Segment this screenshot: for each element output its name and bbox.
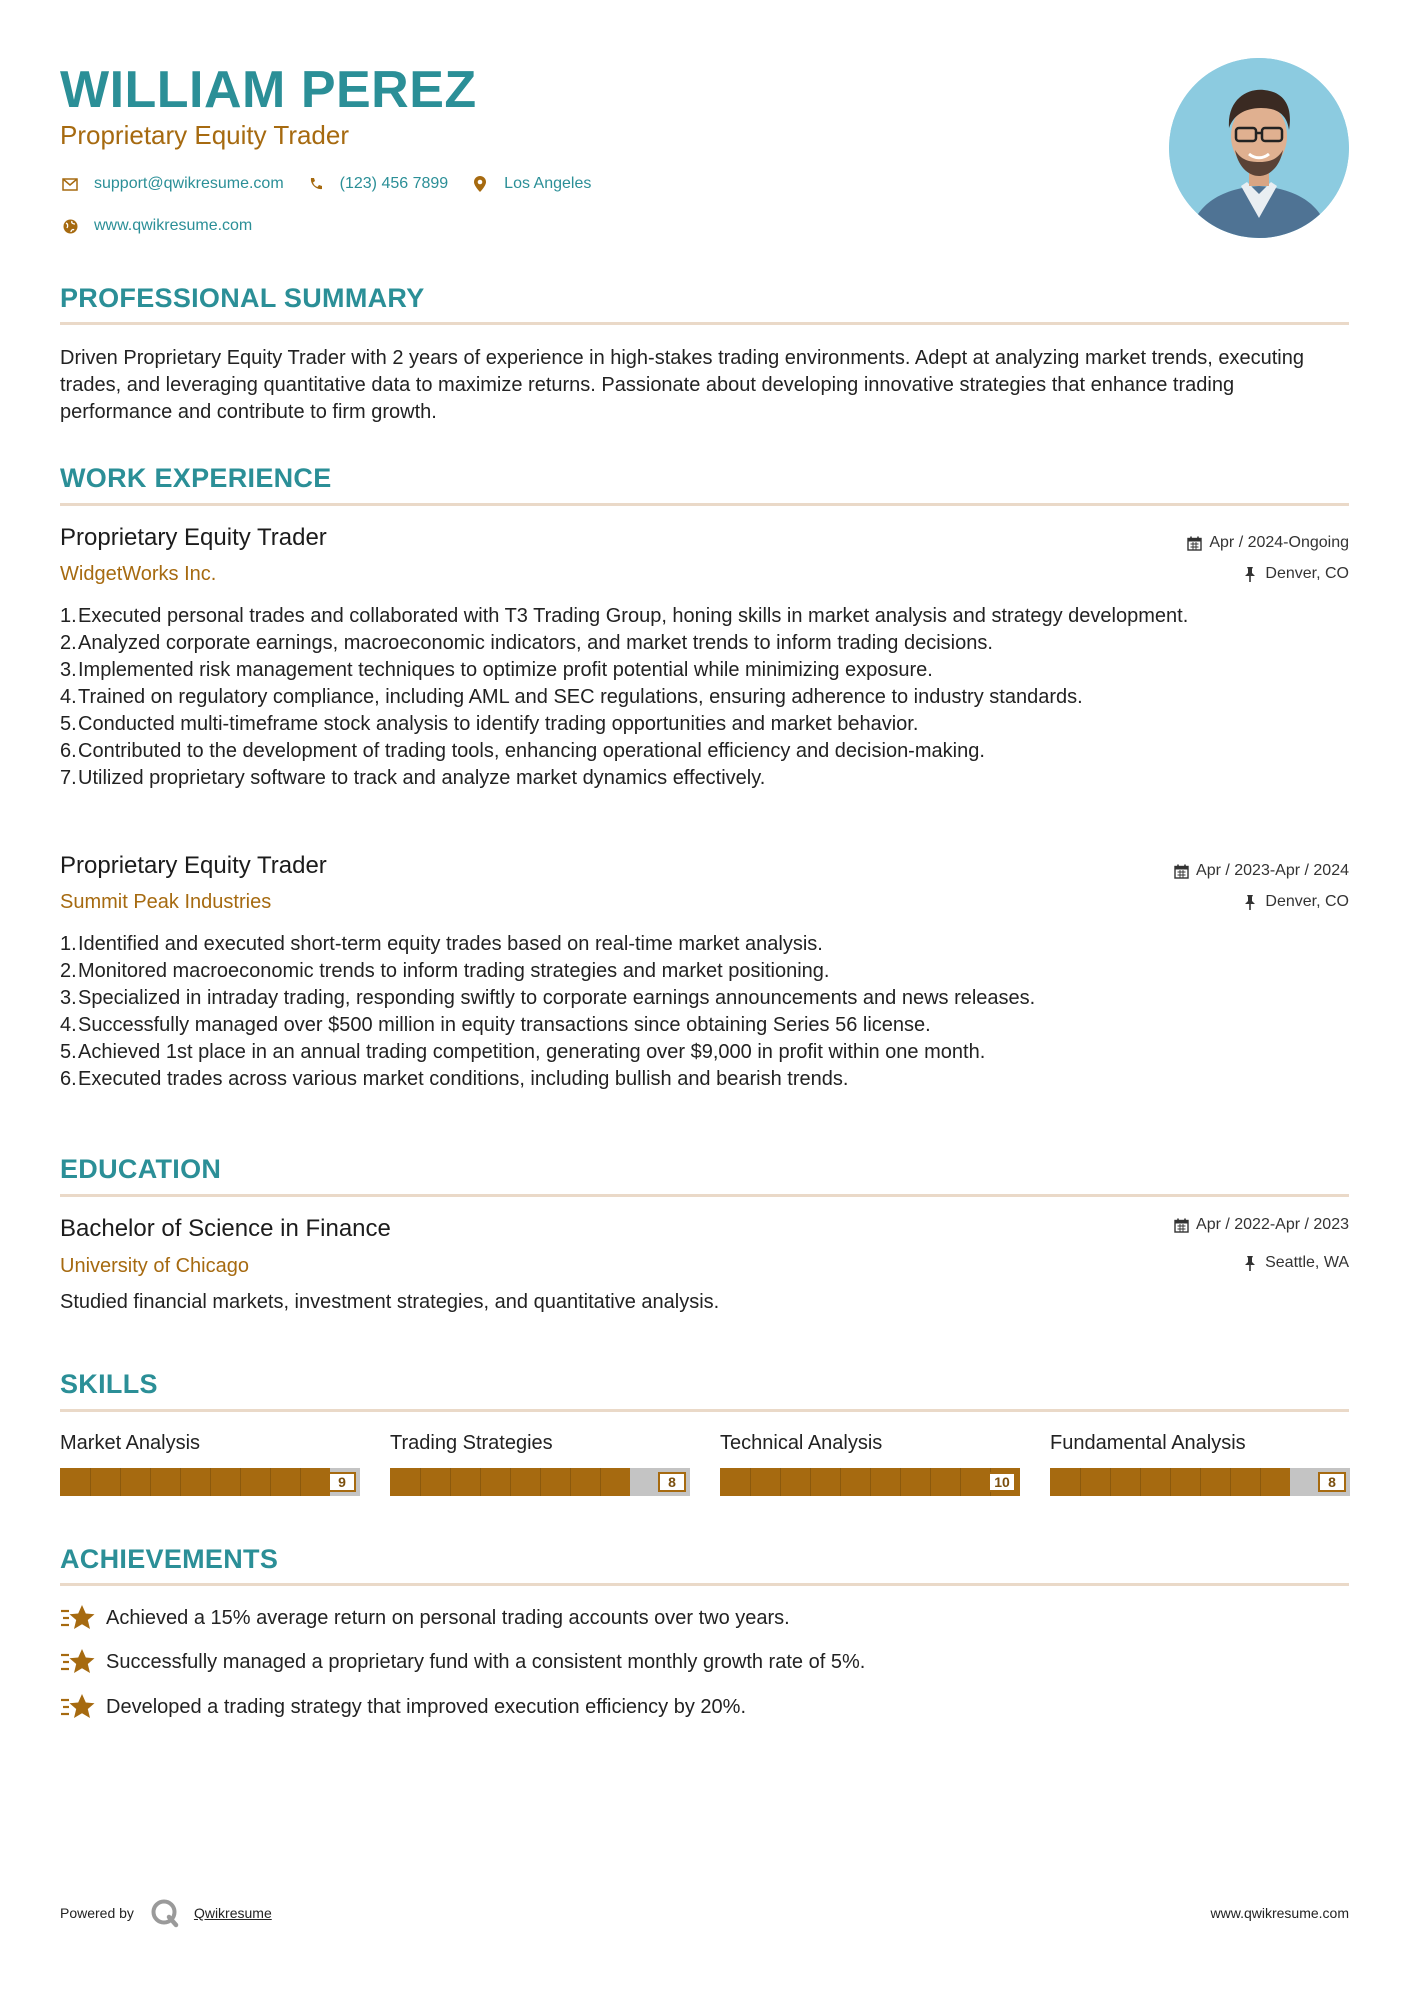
skill-meter-segment: [1080, 1468, 1081, 1496]
skill-meter-segment: [900, 1468, 901, 1496]
summary-text: Driven Proprietary Equity Trader with 2 years of experience in high-stakes trading environments. Adept at analyzing market trends, executing trades, and leveraging quantitative data to maximize returns. Passionate about developing innovative strategies that enhance trading performance and contribute to firm growth.: [60, 347, 1304, 423]
skill-meter: [60, 1468, 360, 1496]
job-2-bullets: [60, 931, 1349, 1093]
achievements-heading: ACHIEVEMENTS: [60, 1544, 279, 1574]
achievement-text: Successfully managed a proprietary fund with a consistent monthly growth rate of 5%.: [106, 1650, 866, 1673]
bullet-number: 5.: [60, 1041, 77, 1063]
job-2-location: [1241, 891, 1349, 913]
job-2-title: Proprietary Equity Trader: [60, 852, 327, 879]
skill-item: [1050, 1430, 1350, 1490]
skill-meter-segment: [300, 1468, 301, 1496]
achievement-item: [60, 1603, 790, 1633]
skill-meter-segment: [450, 1468, 451, 1496]
bullet-number: 6.: [60, 740, 77, 762]
star-icon: [60, 1692, 96, 1722]
bullet-number: 3.: [60, 987, 77, 1009]
skill-meter-segment: [270, 1468, 271, 1496]
star-icon: [60, 1647, 96, 1677]
website-text: www.qwikresume.com: [94, 217, 253, 234]
education-location: [1241, 1252, 1349, 1274]
bullet-number: 5.: [60, 713, 77, 735]
bullet-number: 2.: [60, 960, 77, 982]
bullet-text: Executed personal trades and collaborated with T3 Trading Group, honing skills in market analysis and strategy development.: [78, 605, 1189, 627]
profile-photo: [1169, 58, 1349, 238]
job-2-bullet: [60, 1012, 1349, 1039]
skill-meter-segment: [570, 1468, 571, 1496]
skill-meter-segment: [420, 1468, 421, 1496]
skill-meter-segment: [870, 1468, 871, 1496]
calendar-icon: [1172, 862, 1190, 880]
education-dates-text: Apr / 2022-Apr / 2023: [1196, 1216, 1349, 1233]
job-2-bullet: [60, 931, 1349, 958]
skill-level-badge: 10: [988, 1472, 1016, 1492]
skill-item: [720, 1430, 1020, 1490]
education-divider: [60, 1194, 1349, 1197]
phone-text: (123) 456 7899: [339, 175, 449, 192]
skill-level-badge: 8: [1318, 1472, 1346, 1492]
skill-item: [390, 1430, 690, 1490]
email-text: support@qwikresume.com: [94, 175, 284, 192]
achievement-item: [60, 1647, 865, 1677]
bullet-text: Conducted multi-timeframe stock analysis to identify trading opportunities and market behavior.: [78, 713, 919, 735]
candidate-title: Proprietary Equity Trader: [60, 120, 350, 150]
job-2-bullet: [60, 958, 1349, 985]
skill-meter-segment: [1140, 1468, 1141, 1496]
job-2-company: Summit Peak Industries: [60, 891, 272, 913]
skill-meter: [390, 1468, 690, 1496]
qwikresume-logo-icon: [150, 1898, 180, 1928]
skill-meter-segment: [240, 1468, 241, 1496]
education-location-text: Seattle, WA: [1265, 1254, 1349, 1271]
phone-icon: [306, 174, 326, 194]
education-heading: EDUCATION: [60, 1154, 222, 1184]
degree-title: Bachelor of Science in Finance: [60, 1215, 391, 1242]
bullet-number: 4.: [60, 1014, 77, 1036]
school-name: University of Chicago: [60, 1255, 249, 1277]
experience-divider: [60, 503, 1349, 506]
calendar-icon: [1185, 534, 1203, 552]
job-1-bullet: [60, 711, 1349, 738]
bullet-number: 3.: [60, 659, 77, 681]
resume-page: [60, 0, 1349, 1990]
bullet-number: 1.: [60, 605, 77, 627]
education-dates: [1172, 1214, 1349, 1236]
contact-row-1: [60, 172, 613, 196]
skill-meter-segment: [1110, 1468, 1111, 1496]
bullet-number: 6.: [60, 1068, 77, 1090]
job-1-bullet: [60, 765, 1349, 792]
footer-website[interactable]: www.qwikresume.com: [1210, 1905, 1349, 1921]
skill-level-badge: 9: [328, 1472, 356, 1492]
bullet-text: Successfully managed over $500 million in equity transactions since obtaining Series 56 license.: [78, 1014, 931, 1036]
job-2-bullet: [60, 1066, 1349, 1093]
skill-name: Technical Analysis: [720, 1432, 883, 1454]
skill-meter-segment: [810, 1468, 811, 1496]
skill-item: [60, 1430, 360, 1490]
contact-row-2: [60, 214, 274, 238]
achievements-divider: [60, 1583, 1349, 1586]
contact-location: [470, 174, 591, 194]
contact-phone[interactable]: [306, 174, 449, 194]
skill-meter-segment: [180, 1468, 181, 1496]
job-1-bullet: [60, 603, 1349, 630]
job-1-title: Proprietary Equity Trader: [60, 524, 327, 551]
footer-powered-by: [60, 1898, 272, 1928]
skill-meter-segment: [1230, 1468, 1231, 1496]
bullet-text: Monitored macroeconomic trends to inform trading strategies and market positioning.: [78, 960, 830, 982]
job-1-dates-text: Apr / 2024-Ongoing: [1209, 534, 1349, 551]
location-text: Los Angeles: [504, 175, 592, 192]
skill-meter-segment: [930, 1468, 931, 1496]
contact-website[interactable]: [60, 216, 252, 236]
bullet-text: Specialized in intraday trading, responding swiftly to corporate earnings announcements and news releases.: [78, 987, 1036, 1009]
job-1-bullets: [60, 603, 1349, 792]
achievement-item: [60, 1692, 746, 1722]
skill-meter: [1050, 1468, 1350, 1496]
skill-meter-segment: [750, 1468, 751, 1496]
skill-meter-segment: [1170, 1468, 1171, 1496]
skill-name: Trading Strategies: [390, 1432, 553, 1454]
bullet-text: Utilized proprietary software to track and analyze market dynamics effectively.: [78, 767, 766, 789]
job-1-bullet: [60, 738, 1349, 765]
skill-meter-segment: [780, 1468, 781, 1496]
powered-by-text: Powered by: [60, 1905, 134, 1921]
skill-level-badge: 8: [658, 1472, 686, 1492]
achievement-text: Developed a trading strategy that improved execution efficiency by 20%.: [106, 1695, 746, 1718]
bullet-number: 4.: [60, 686, 77, 708]
skill-meter-segment: [600, 1468, 601, 1496]
skill-meter-segment: [540, 1468, 541, 1496]
envelope-icon: [60, 174, 80, 194]
pushpin-icon: [1241, 565, 1259, 583]
bullet-text: Implemented risk management techniques to optimize profit potential while minimizing exposure.: [78, 659, 933, 681]
bullet-text: Analyzed corporate earnings, macroeconomic indicators, and market trends to inform trading decisions.: [78, 632, 993, 654]
bullet-number: 7.: [60, 767, 77, 789]
skill-meter-segment: [150, 1468, 151, 1496]
map-pin-icon: [470, 174, 490, 194]
pushpin-icon: [1241, 1254, 1259, 1272]
education-description: Studied financial markets, investment strategies, and quantitative analysis.: [60, 1291, 720, 1313]
bullet-text: Trained on regulatory compliance, including AML and SEC regulations, ensuring adherence to industry standards.: [78, 686, 1083, 708]
bullet-number: 2.: [60, 632, 77, 654]
bullet-text: Achieved 1st place in an annual trading competition, generating over $9,000 in profit within one month.: [78, 1041, 986, 1063]
skill-meter-segment: [510, 1468, 511, 1496]
skill-meter: [720, 1468, 1020, 1496]
skill-meter-segment: [120, 1468, 121, 1496]
summary-divider: [60, 322, 1349, 325]
job-1-company: WidgetWorks Inc.: [60, 563, 217, 585]
job-2-bullet: [60, 1039, 1349, 1066]
globe-icon: [60, 216, 80, 236]
bullet-number: 1.: [60, 933, 77, 955]
job-1-location-text: Denver, CO: [1265, 565, 1349, 582]
skills-divider: [60, 1409, 1349, 1412]
skill-meter-segment: [210, 1468, 211, 1496]
skill-meter-segment: [1200, 1468, 1201, 1496]
job-1-bullet: [60, 657, 1349, 684]
summary-heading: PROFESSIONAL SUMMARY: [60, 283, 425, 313]
skill-meter-segment: [90, 1468, 91, 1496]
skill-meter-segment: [480, 1468, 481, 1496]
job-1-bullet: [60, 630, 1349, 657]
bullet-text: Contributed to the development of trading tools, enhancing operational efficiency and decision-making.: [78, 740, 985, 762]
job-1-bullet: [60, 684, 1349, 711]
bullet-text: Identified and executed short-term equity trades based on real-time market analysis.: [78, 933, 823, 955]
job-2-location-text: Denver, CO: [1265, 893, 1349, 910]
job-1-dates: [1185, 532, 1349, 554]
star-icon: [60, 1603, 96, 1633]
skills-heading: SKILLS: [60, 1369, 158, 1399]
job-2-bullet: [60, 985, 1349, 1012]
job-2-dates-text: Apr / 2023-Apr / 2024: [1196, 862, 1349, 879]
calendar-icon: [1172, 1216, 1190, 1234]
pushpin-icon: [1241, 893, 1259, 911]
experience-heading: WORK EXPERIENCE: [60, 463, 332, 493]
skill-name: Market Analysis: [60, 1432, 201, 1454]
job-2-dates: [1172, 860, 1349, 882]
job-1-location: [1241, 563, 1349, 585]
skill-meter-fill: [60, 1468, 330, 1496]
skill-meter-segment: [840, 1468, 841, 1496]
skill-meter-segment: [960, 1468, 961, 1496]
bullet-text: Executed trades across various market conditions, including bullish and bearish trends.: [78, 1068, 849, 1090]
skill-name: Fundamental Analysis: [1050, 1432, 1246, 1454]
contact-email[interactable]: [60, 174, 284, 194]
candidate-name: WILLIAM PEREZ: [60, 61, 477, 119]
skill-meter-segment: [1260, 1468, 1261, 1496]
achievement-text: Achieved a 15% average return on personal trading accounts over two years.: [106, 1606, 790, 1629]
qwikresume-link[interactable]: Qwikresume: [193, 1905, 272, 1921]
